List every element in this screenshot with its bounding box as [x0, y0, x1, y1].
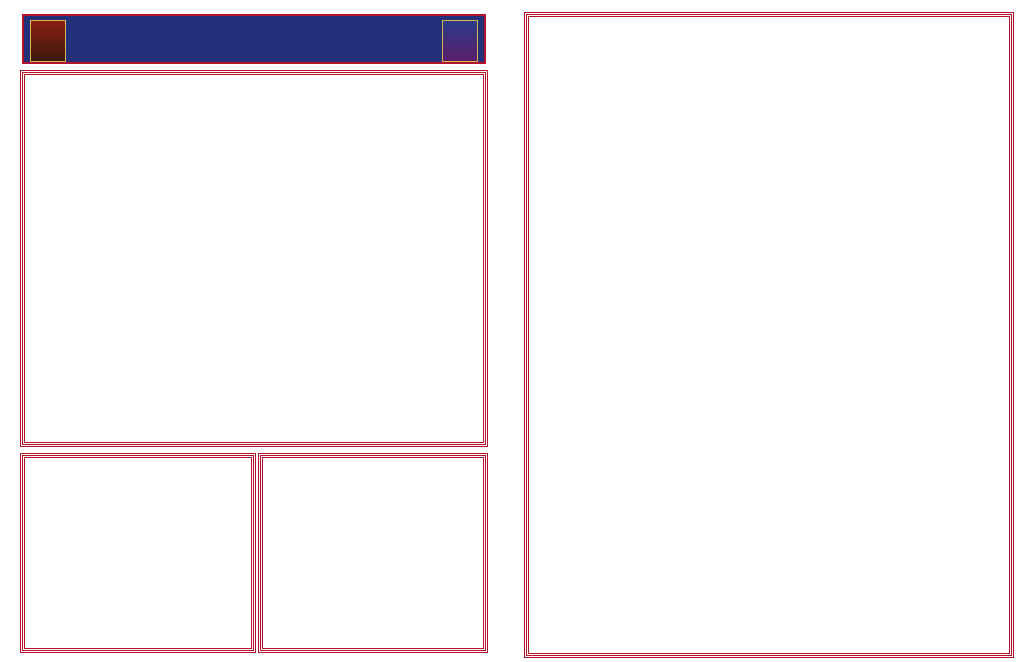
memorials-box — [260, 455, 486, 651]
weekly-schedule — [22, 72, 486, 445]
icon-image-left — [30, 20, 66, 62]
readings-lector-schedule — [22, 455, 254, 651]
right-page — [526, 14, 1012, 656]
right-column-2 — [769, 25, 1001, 37]
icon-image-right — [442, 20, 478, 62]
bulletin-header — [22, 14, 486, 64]
right-column-1 — [539, 25, 759, 35]
